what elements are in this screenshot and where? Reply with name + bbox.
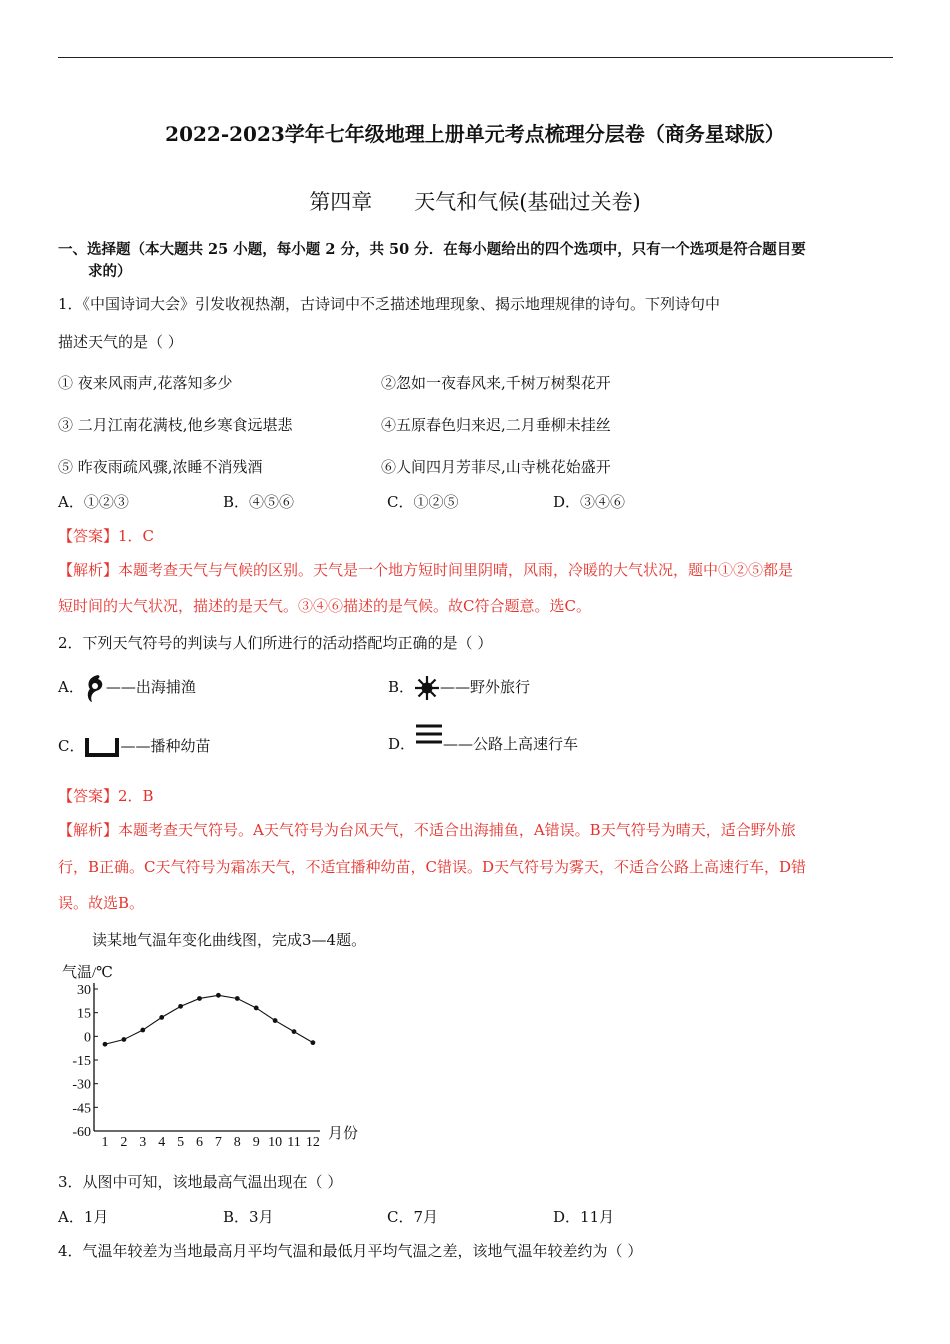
x-tick-label: 12 — [305, 1135, 320, 1150]
q2-analysis-text-1: 本题考查天气符号。A天气符号为台风天气，不适合出海捕鱼，A错误。B天气符号为晴天，适合野外旅 — [118, 821, 796, 839]
chart-x-ticks — [102, 1135, 320, 1150]
q1-poem-5: ⑤ 昨夜雨疏风骤,浓睡不消残酒 — [58, 458, 263, 476]
temperature-point — [311, 1040, 316, 1045]
chapter-title — [0, 186, 950, 216]
section-line-1: 一、选择题（本大题共 25 小题，每小题 2 分，共 50 分．在每小题给出的四个选项中，只有一个选项是符合题目要 — [58, 241, 806, 258]
temperature-point — [235, 996, 240, 1001]
chart-axes — [94, 983, 320, 1131]
q2-analysis-1 — [58, 819, 796, 840]
frost-icon — [84, 736, 120, 758]
q1-poem-6: ⑥人间四月芳菲尽,山寺桃花始盛开 — [381, 458, 611, 476]
q1-poem-4: ④五原春色归来迟,二月垂柳未挂丝 — [381, 416, 611, 434]
q1-option-b: B．④⑤⑥ — [223, 493, 295, 511]
q1-answer-tag: 【答案】 — [58, 527, 119, 545]
typhoon-icon — [84, 673, 106, 703]
q2-option-d-letter: D． — [388, 735, 416, 753]
y-tick-label: 0 — [84, 1030, 91, 1046]
q2-option-c-text: ——播种幼苗 — [120, 737, 211, 755]
q2-option-a-text: ——出海捕渔 — [105, 678, 196, 696]
temperature-point — [122, 1037, 127, 1042]
q3-option-c: C．7月 — [387, 1208, 439, 1226]
y-tick-label: -15 — [72, 1054, 91, 1069]
q2-analysis-tag: 【解析】 — [58, 821, 119, 839]
q2-analysis-3: 误。故选B。 — [58, 894, 145, 912]
temperature-point — [273, 1018, 278, 1023]
y-tick-label: -45 — [72, 1101, 91, 1117]
q2-option-b-text: ——野外旅行 — [440, 678, 531, 696]
paper-title: 2022-2023学年七年级地理上册单元考点梳理分层卷（商务星球版） — [165, 122, 785, 146]
q3-option-b: B．3月 — [223, 1208, 274, 1226]
y-tick-label: -60 — [72, 1125, 91, 1140]
q2-option-a-letter: A． — [58, 678, 84, 696]
q2-option-b-letter: B． — [388, 678, 415, 696]
q2-option-b — [388, 672, 530, 702]
temperature-point — [292, 1029, 297, 1034]
temperature-point — [103, 1042, 108, 1047]
q1-poem-2: ②忽如一夜春风来,千树万树梨花开 — [381, 374, 611, 392]
read-prompt: 读某地气温年变化曲线图，完成3—4题。 — [92, 931, 367, 949]
x-tick-label: 10 — [268, 1135, 283, 1150]
q1-option-c: C．①②⑤ — [387, 493, 459, 511]
x-tick-label: 9 — [252, 1135, 260, 1150]
q3-stem: 3．从图中可知，该地最高气温出现在（ ） — [58, 1173, 343, 1191]
temperature-point — [254, 1006, 259, 1011]
temperature-point — [216, 993, 221, 998]
q1-stem-1: 1．《中国诗词大会》引发收视热潮，古诗词中不乏描述地理现象、揭示地理规律的诗句。下列诗句中 — [58, 295, 721, 313]
q2-option-a — [58, 672, 196, 702]
q2-analysis-2: 行，B正确。C天气符号为霜冻天气，不适宜播种幼苗，C错误。D天气符号为雾天，不适合公路上高速行车，D错 — [58, 858, 807, 876]
header-rule — [58, 57, 893, 58]
x-tick-label: 3 — [139, 1135, 147, 1150]
x-tick-label: 2 — [120, 1135, 128, 1150]
q4-stem: 4．气温年较差为当地最高月平均气温和最低月平均气温之差，该地气温年较差约为（ ） — [58, 1242, 643, 1260]
x-tick-label: 8 — [233, 1135, 241, 1150]
q2-option-c-letter: C． — [58, 737, 85, 755]
q2-option-d-text: ——公路上高速行车 — [443, 735, 579, 753]
x-tick-label: 4 — [158, 1135, 166, 1150]
q1-analysis-text-1: 本题考查天气与气候的区别。天气是一个地方短时间里阴晴，风雨，冷暖的大气状况，题中①②⑤都是 — [118, 561, 794, 579]
q2-option-d — [388, 722, 578, 760]
chart-xlabel: 月份 — [328, 1126, 359, 1142]
q1-answer-value: 1．C — [118, 527, 155, 545]
y-tick-label: 30 — [77, 983, 91, 998]
x-tick-label: 7 — [214, 1135, 222, 1150]
temperature-point — [140, 1028, 145, 1033]
x-tick-label: 11 — [287, 1135, 301, 1150]
q2-option-c — [58, 726, 211, 760]
chart-ylabel: 气温/℃ — [62, 965, 113, 981]
q1-stem-2: 描述天气的是（ ） — [58, 333, 183, 351]
q1-analysis-2: 短时间的大气状况，描述的是天气。③④⑥描述的是气候。故C符合题意。选C。 — [58, 597, 591, 615]
section-heading — [58, 239, 898, 283]
q3-option-a: A．1月 — [58, 1208, 109, 1226]
temperature-line — [105, 995, 313, 1044]
x-tick-label: 5 — [177, 1135, 185, 1150]
chapter-name: 天气和气候(基础过关卷) — [414, 190, 641, 214]
temperature-chart — [58, 955, 378, 1155]
q3-option-d: D．11月 — [553, 1208, 615, 1226]
temperature-point — [197, 996, 202, 1001]
fog-icon — [415, 722, 443, 748]
q2-stem: 2．下列天气符号的判读与人们所进行的活动搭配均正确的是（ ） — [58, 634, 493, 652]
x-tick-label: 1 — [101, 1135, 109, 1150]
temperature-point — [159, 1015, 164, 1020]
chapter-number: 第四章 — [309, 190, 373, 214]
q1-poem-1: ① 夜来风雨声,花落知多少 — [58, 374, 233, 392]
q1-option-d: D．③④⑥ — [553, 493, 626, 511]
y-tick-label: -30 — [72, 1077, 91, 1093]
sunny-icon — [414, 675, 440, 701]
x-tick-label: 6 — [196, 1135, 203, 1150]
chart-series — [103, 993, 316, 1047]
q1-analysis-tag: 【解析】 — [58, 561, 119, 579]
q2-answer — [58, 785, 154, 806]
y-tick-label: 15 — [77, 1006, 91, 1022]
q2-answer-value: 2．B — [118, 787, 154, 805]
q1-poem-3: ③ 二月江南花满枝,他乡寒食远堪悲 — [58, 416, 293, 434]
temperature-point — [178, 1004, 183, 1009]
section-line-2: 求的） — [88, 263, 132, 280]
q1-answer — [58, 525, 154, 546]
q2-answer-tag: 【答案】 — [58, 787, 119, 805]
q1-option-a: A．①②③ — [58, 493, 129, 511]
q1-analysis-1 — [58, 559, 793, 580]
